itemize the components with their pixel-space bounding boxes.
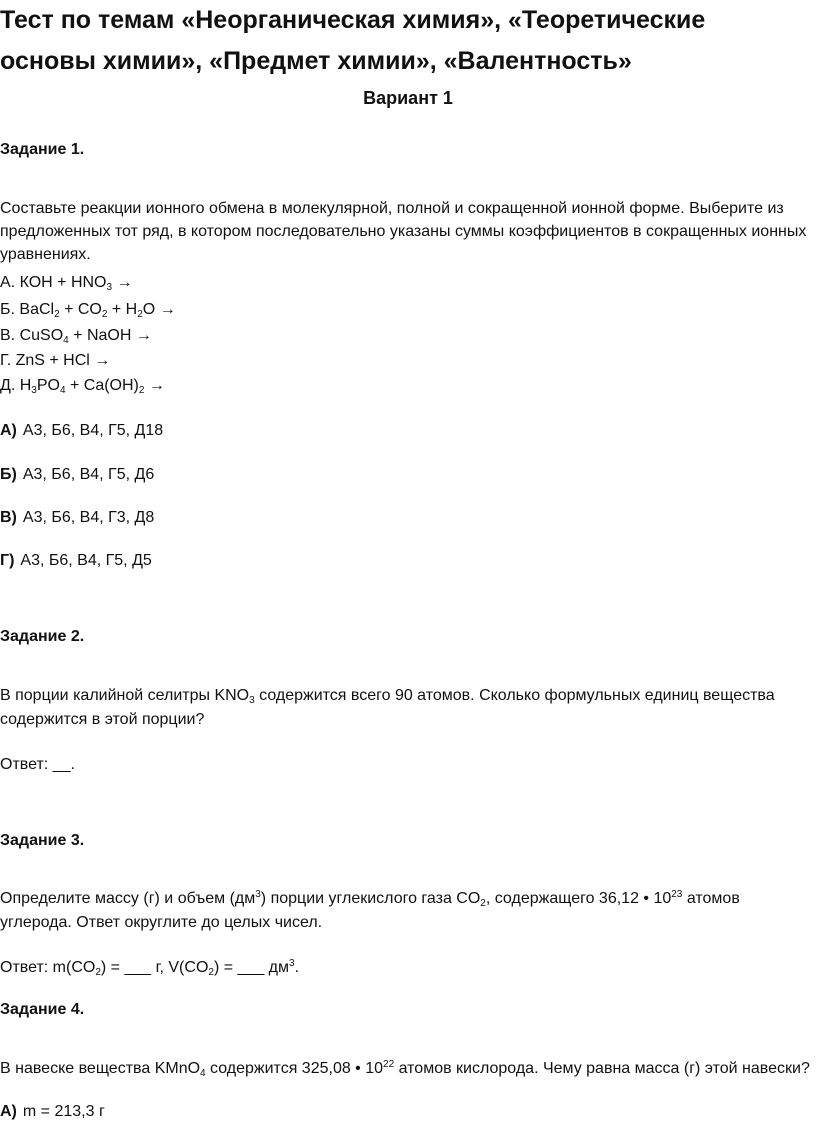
task2-answer: Ответ: __. (0, 756, 75, 773)
task2-text-line1: В порции калийной селитры $KNO_3$ содержится всего 90 атомов. Сколько формульных единиц вещества (0, 687, 775, 706)
task1-option-a: А) А3, Б6, В4, Г5, Д18 (0, 422, 164, 439)
task3-text-line2: углерода. Ответ округлите до целых чисел. (0, 914, 323, 931)
task3-heading: Задание 3. (0, 832, 85, 849)
task3-text-line1: Определите массу (г) и объем $(дм^3)$ порции углекислого газа $CO_2$, содержащего 36,12 • $10^{23}$ атомов (0, 889, 740, 909)
task1-text: Составьте реакции ионного обмена в молекулярной, полной и сокращенной ионной форме. Выберите из предложенных тот ряд, в котором последовательно указаны суммы коэффициентов в сокращенных ионных уравнениях. (0, 200, 807, 263)
task2-heading: Задание 2. (0, 628, 85, 645)
task4-option-a: А) m = 213,3 г (0, 1103, 105, 1120)
arrow-icon: → (159, 301, 176, 318)
task1-option-v: В) А3, Б6, В4, Г3, Д8 (0, 509, 155, 526)
reaction-a: А. КОН + $HNO_3$ → (0, 274, 133, 293)
task4-text: В навеске вещества KMnO$_4$ содержится 325,08 • $10^{22}$ атомов кислорода. Чему равна масса (г) этой навески? (0, 1059, 810, 1079)
task1-option-g: Г) А3, Б6, В4, Г5, Д5 (0, 552, 152, 569)
arrow-icon: → (94, 352, 111, 369)
task2-text-line2: содержится в этой порции? (0, 711, 205, 728)
task1-option-b: Б) А3, Б6, В4, Г5, Д6 (0, 466, 155, 483)
page-title: Тест по темам «Неорганическая химия», «Теоретические основы химии», «Предмет химии», «Валентность» (0, 6, 706, 75)
task3-answer: Ответ: $m(CO_2)$ = ___ г, $V(CO_2)$ = ___ $дм^3$. (0, 958, 300, 978)
variant-heading: Вариант 1 (363, 88, 453, 108)
reaction-d: Д. $H_3PO_4 + Ca(OH)_2$ → (0, 377, 165, 396)
reaction-b: Б. BaCl$_2$ + $CO_2 + H_2O$ → (0, 301, 176, 320)
arrow-icon: → (148, 377, 165, 394)
task4-heading: Задание 4. (0, 1001, 85, 1018)
reaction-g: Г. ZnS + HCl → (0, 352, 111, 369)
reaction-v: В. CuSO$_4$ + NaOH → (0, 327, 152, 346)
arrow-icon: → (116, 274, 133, 291)
arrow-icon: → (135, 327, 152, 344)
task1-heading: Задание 1. (0, 141, 85, 158)
